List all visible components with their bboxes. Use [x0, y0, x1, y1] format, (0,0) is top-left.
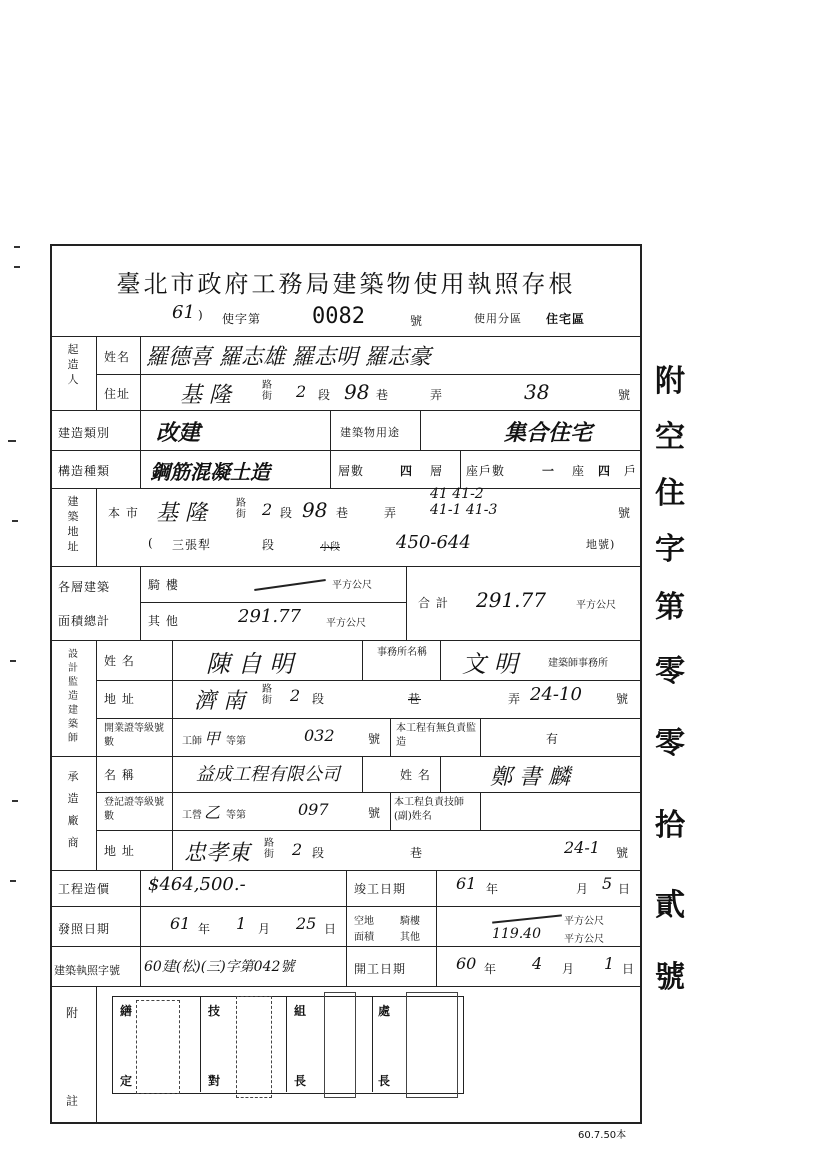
year: 61 — [172, 302, 195, 323]
seal-stamp-3 — [324, 992, 356, 1098]
approval-1-sub: 定 — [120, 1074, 134, 1088]
units-label: 座戶數 — [466, 464, 506, 478]
architect-name: 陳 自 明 — [206, 650, 294, 678]
applicant-section-label: 起 造 人 — [67, 343, 79, 386]
office-name: 文 明 — [462, 650, 518, 678]
approval-2-title: 技 — [208, 1004, 222, 1018]
applicant-names: 羅德喜 羅志雄 羅志明 羅志豪 — [146, 345, 431, 370]
contractor-reg-no: 097 — [298, 800, 329, 819]
document-title: 臺北市政府工務局建築物使用執照存根 — [116, 270, 576, 298]
name-label: 姓名 — [104, 350, 131, 364]
other-area-value: 291.77 — [238, 606, 301, 627]
site-numbers-2: 41-1 41-3 — [430, 502, 498, 518]
approval-2-sub: 對 — [208, 1074, 222, 1088]
site-section-label: 建 築 地 址 — [67, 495, 79, 553]
type-value: 改建 — [156, 420, 201, 446]
site-road: 基 隆 — [156, 501, 207, 526]
total-area-value: 291.77 — [476, 588, 546, 612]
site-city: 本 市 — [108, 506, 139, 520]
units-value: 一 — [542, 464, 556, 478]
applicant-address-city: 基 隆 — [180, 383, 231, 408]
structure-label: 構造種類 — [58, 464, 111, 478]
contractor-name: 益成工程有限公司 — [196, 764, 340, 785]
zone-value: 住宅區 — [546, 312, 586, 326]
approval-1-title: 繕 — [120, 1004, 134, 1018]
license-number: 0082 — [312, 304, 365, 329]
issue-year: 61 — [170, 914, 191, 933]
supervise-value: 有 — [546, 732, 560, 746]
issue-month: 1 — [236, 914, 247, 933]
signature-stamp — [406, 992, 458, 1098]
contractor-person: 鄭 書 麟 — [490, 765, 570, 790]
issue-day: 25 — [296, 914, 317, 933]
zone-label: 使用分區 — [474, 312, 522, 325]
architect-address-road: 濟 南 — [194, 689, 245, 714]
cost-value: $464,500.- — [148, 874, 246, 895]
use-value: 集合住宅 — [504, 420, 593, 446]
license-word: 使字第 — [222, 312, 262, 326]
use-label: 建築物用途 — [340, 426, 400, 439]
seal-stamp-1 — [136, 1000, 180, 1094]
designer-section-label: 設 計 監 造 建 築 師 — [68, 649, 78, 744]
structure-value: 鋼筋混凝土造 — [150, 460, 270, 484]
contractor-address-road: 忠孝東 — [184, 841, 251, 866]
arcade-label: 騎 樓 — [148, 578, 179, 592]
approval-4-title: 處 — [378, 1004, 392, 1018]
number-suffix: 號 — [410, 314, 424, 328]
architect-reg-no: 032 — [304, 726, 335, 745]
address-label: 住址 — [104, 387, 131, 401]
floors-label: 層數 — [338, 464, 365, 478]
vacant-other-value: 119.40 — [492, 926, 541, 942]
households-value: 四 — [598, 464, 612, 478]
permit-value: 60建(松)(三)字第042號 — [144, 959, 295, 975]
land-number: 450-644 — [396, 532, 471, 553]
total-label: 合 計 — [418, 596, 449, 610]
floors-value: 四 — [400, 464, 414, 478]
contractor-section-label: 承 造 廠 商 — [67, 770, 79, 849]
approval-3-title: 組 — [294, 1004, 308, 1018]
other-label: 其 他 — [148, 614, 179, 628]
seal-stamp-2 — [236, 996, 272, 1098]
site-numbers-1: 41 41-2 — [430, 486, 484, 502]
type-label: 建造類別 — [58, 426, 111, 440]
land-section: 三張犁 — [172, 538, 212, 552]
footer-print-info: 60.7.50本 — [578, 1130, 627, 1141]
approval-4-sub: 長 — [378, 1074, 392, 1088]
approval-3-sub: 長 — [294, 1074, 308, 1088]
